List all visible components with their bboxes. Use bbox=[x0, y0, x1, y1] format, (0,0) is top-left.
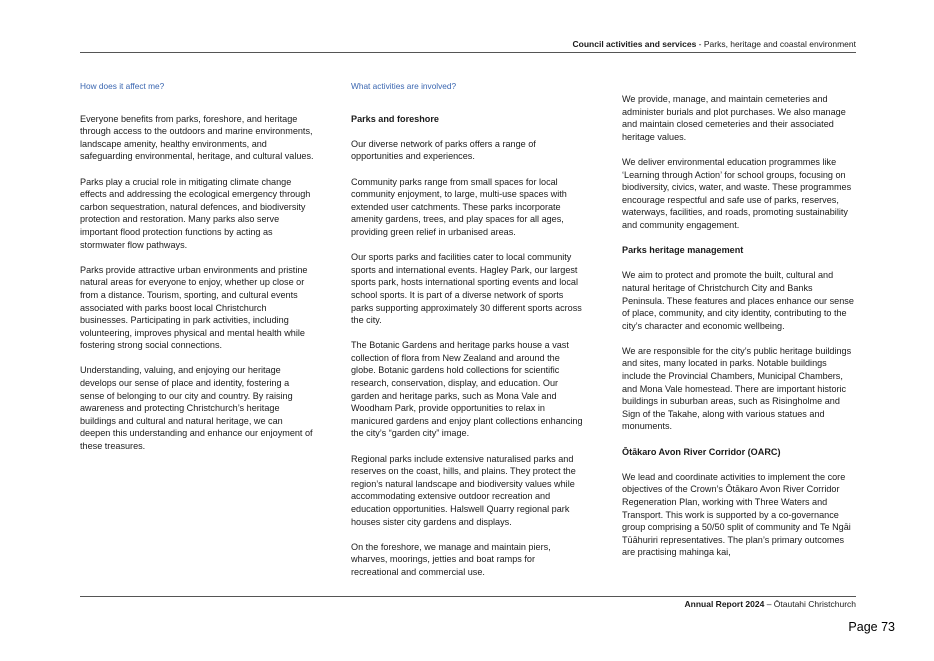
running-header bbox=[80, 39, 856, 50]
paragraph: We deliver environmental education programmes like ‘Learning through Action’ for school groups, focusing on biodiversity, civics, water, and waste. These programmes encourage respectful and safe use of parks, reserves, waterways, facilities, and roads, promoting sustainability and community engagement. bbox=[622, 156, 852, 230]
header-divider bbox=[80, 52, 856, 53]
paragraph: We are responsible for the city’s public heritage buildings and sites, many located in parks. Notable buildings include the Provincial Chambers, Municipal Chambers, and Mona Vale homestead. There are important historic buildings in suburban areas, such as Risingholme and Sign of the Takahe, along with various statues and monuments. bbox=[622, 345, 852, 432]
subheading-parks-heritage-management: Parks heritage management bbox=[622, 245, 744, 256]
paragraph: Understanding, valuing, and enjoying our heritage develops our sense of place and identity, fostering a sense of belonging to our city and country. By raising awareness and protecting Christchurch’s heritage buildings and cultural and natural heritage, we can deepen this understanding and enhance our enjoyment of these treasures. bbox=[80, 365, 313, 452]
column-how-does-it-affect-me bbox=[80, 80, 314, 465]
paragraph: The Botanic Gardens and heritage parks house a vast collection of flora from New Zealand and around the globe. Botanic gardens hold collections for scientific research, conservation, display, and education. Our garden and heritage parks, such as Mona Vale and Woodham Park, provide opportunities to relax in manicured gardens and enjoy plant collections enhancing the city’s “garden city” image. bbox=[351, 340, 583, 439]
paragraph: We aim to protect and promote the built, cultural and natural heritage of Christchurch City and Banks Peninsula. These features and places enhance our sense of place, community, and city identity, contributing to the city’s character and economic wellbeing. bbox=[622, 270, 854, 331]
page-number: Page 73 bbox=[848, 620, 895, 634]
footer-report-title: Annual Report 2024 bbox=[684, 599, 765, 609]
paragraph: On the foreshore, we manage and maintain piers, wharves, moorings, jetties and boat ramps for recreational and commercial use. bbox=[351, 541, 551, 577]
kicker-what-activities: What activities are involved? bbox=[351, 81, 457, 91]
paragraph: Everyone benefits from parks, foreshore, and heritage through access to the outdoors and marine environments, landscape amenity, healthy environments, and safeguarding environmental, heritage, and cultural values. bbox=[80, 113, 314, 162]
paragraph: Parks play a crucial role in mitigating climate change effects and addressing the ecological emergency through carbon sequestration, natural defences, and biodiversity protection and restoration. Many parks also serve important flood protection functions by acting as stormwater flow pathways. bbox=[80, 176, 311, 250]
running-footer bbox=[80, 599, 856, 610]
paragraph: Our sports parks and facilities cater to local community sports and international events. Hagley Park, our largest sports park, hosts international sporting events and local school sports. It is part of a diverse network of sports parks supporting approximately 30 different sports across the city. bbox=[351, 252, 582, 326]
paragraph: Community parks range from small spaces for local community enjoyment, to large, multi-use spaces with extended user catchments. These parks incorporate amenity gardens, trees, and play spaces for all ages, providing green relief in urbanised areas. bbox=[351, 176, 567, 237]
footer-report-location: – Ōtautahi Christchurch bbox=[764, 599, 856, 609]
column-continued bbox=[622, 93, 856, 572]
paragraph: Parks provide attractive urban environments and pristine natural areas for everyone to enjoy, whether up close or from a distance. Tourism, sporting, and cultural events associated with parks boost local Christchurch businesses. Participating in park activities, including volunteering, improves physical and mental health while fostering strong social connections. bbox=[80, 264, 308, 351]
header-section-subtitle: - Parks, heritage and coastal environment bbox=[696, 39, 856, 49]
subheading-otakaro-avon-river-corridor: Ōtākaro Avon River Corridor (OARC) bbox=[622, 446, 781, 457]
kicker-how-does-it-affect-me: How does it affect me? bbox=[80, 81, 165, 91]
paragraph: Our diverse network of parks offers a range of opportunities and experiences. bbox=[351, 138, 536, 162]
footer-divider bbox=[80, 596, 856, 597]
subheading-parks-and-foreshore: Parks and foreshore bbox=[351, 113, 439, 124]
column-what-activities bbox=[351, 80, 585, 591]
paragraph: Regional parks include extensive naturalised parks and reserves on the coast, hills, and plains. They protect the region’s natural landscape and biodiversity values while accommodating extensive outdoor recreation and education opportunities. Halswell Quarry regional park houses sister city gardens and displays. bbox=[351, 453, 576, 527]
paragraph: We provide, manage, and maintain cemeteries and administer burials and plot purchases. We also manage and maintain closed cemeteries and their associated heritage values. bbox=[622, 94, 846, 142]
paragraph: We lead and coordinate activities to implement the core objectives of the Crown’s Ōtākaro Avon River Corridor Regeneration Plan, working with Three Waters and Transport. This work is supported by a co-governance group comprising a 50/50 split of community and Te Ngāi Tūāhuriri representatives. The plan’s primary outcomes are practising mahinga kai, bbox=[622, 471, 851, 558]
header-section-title: Council activities and services bbox=[572, 39, 697, 49]
